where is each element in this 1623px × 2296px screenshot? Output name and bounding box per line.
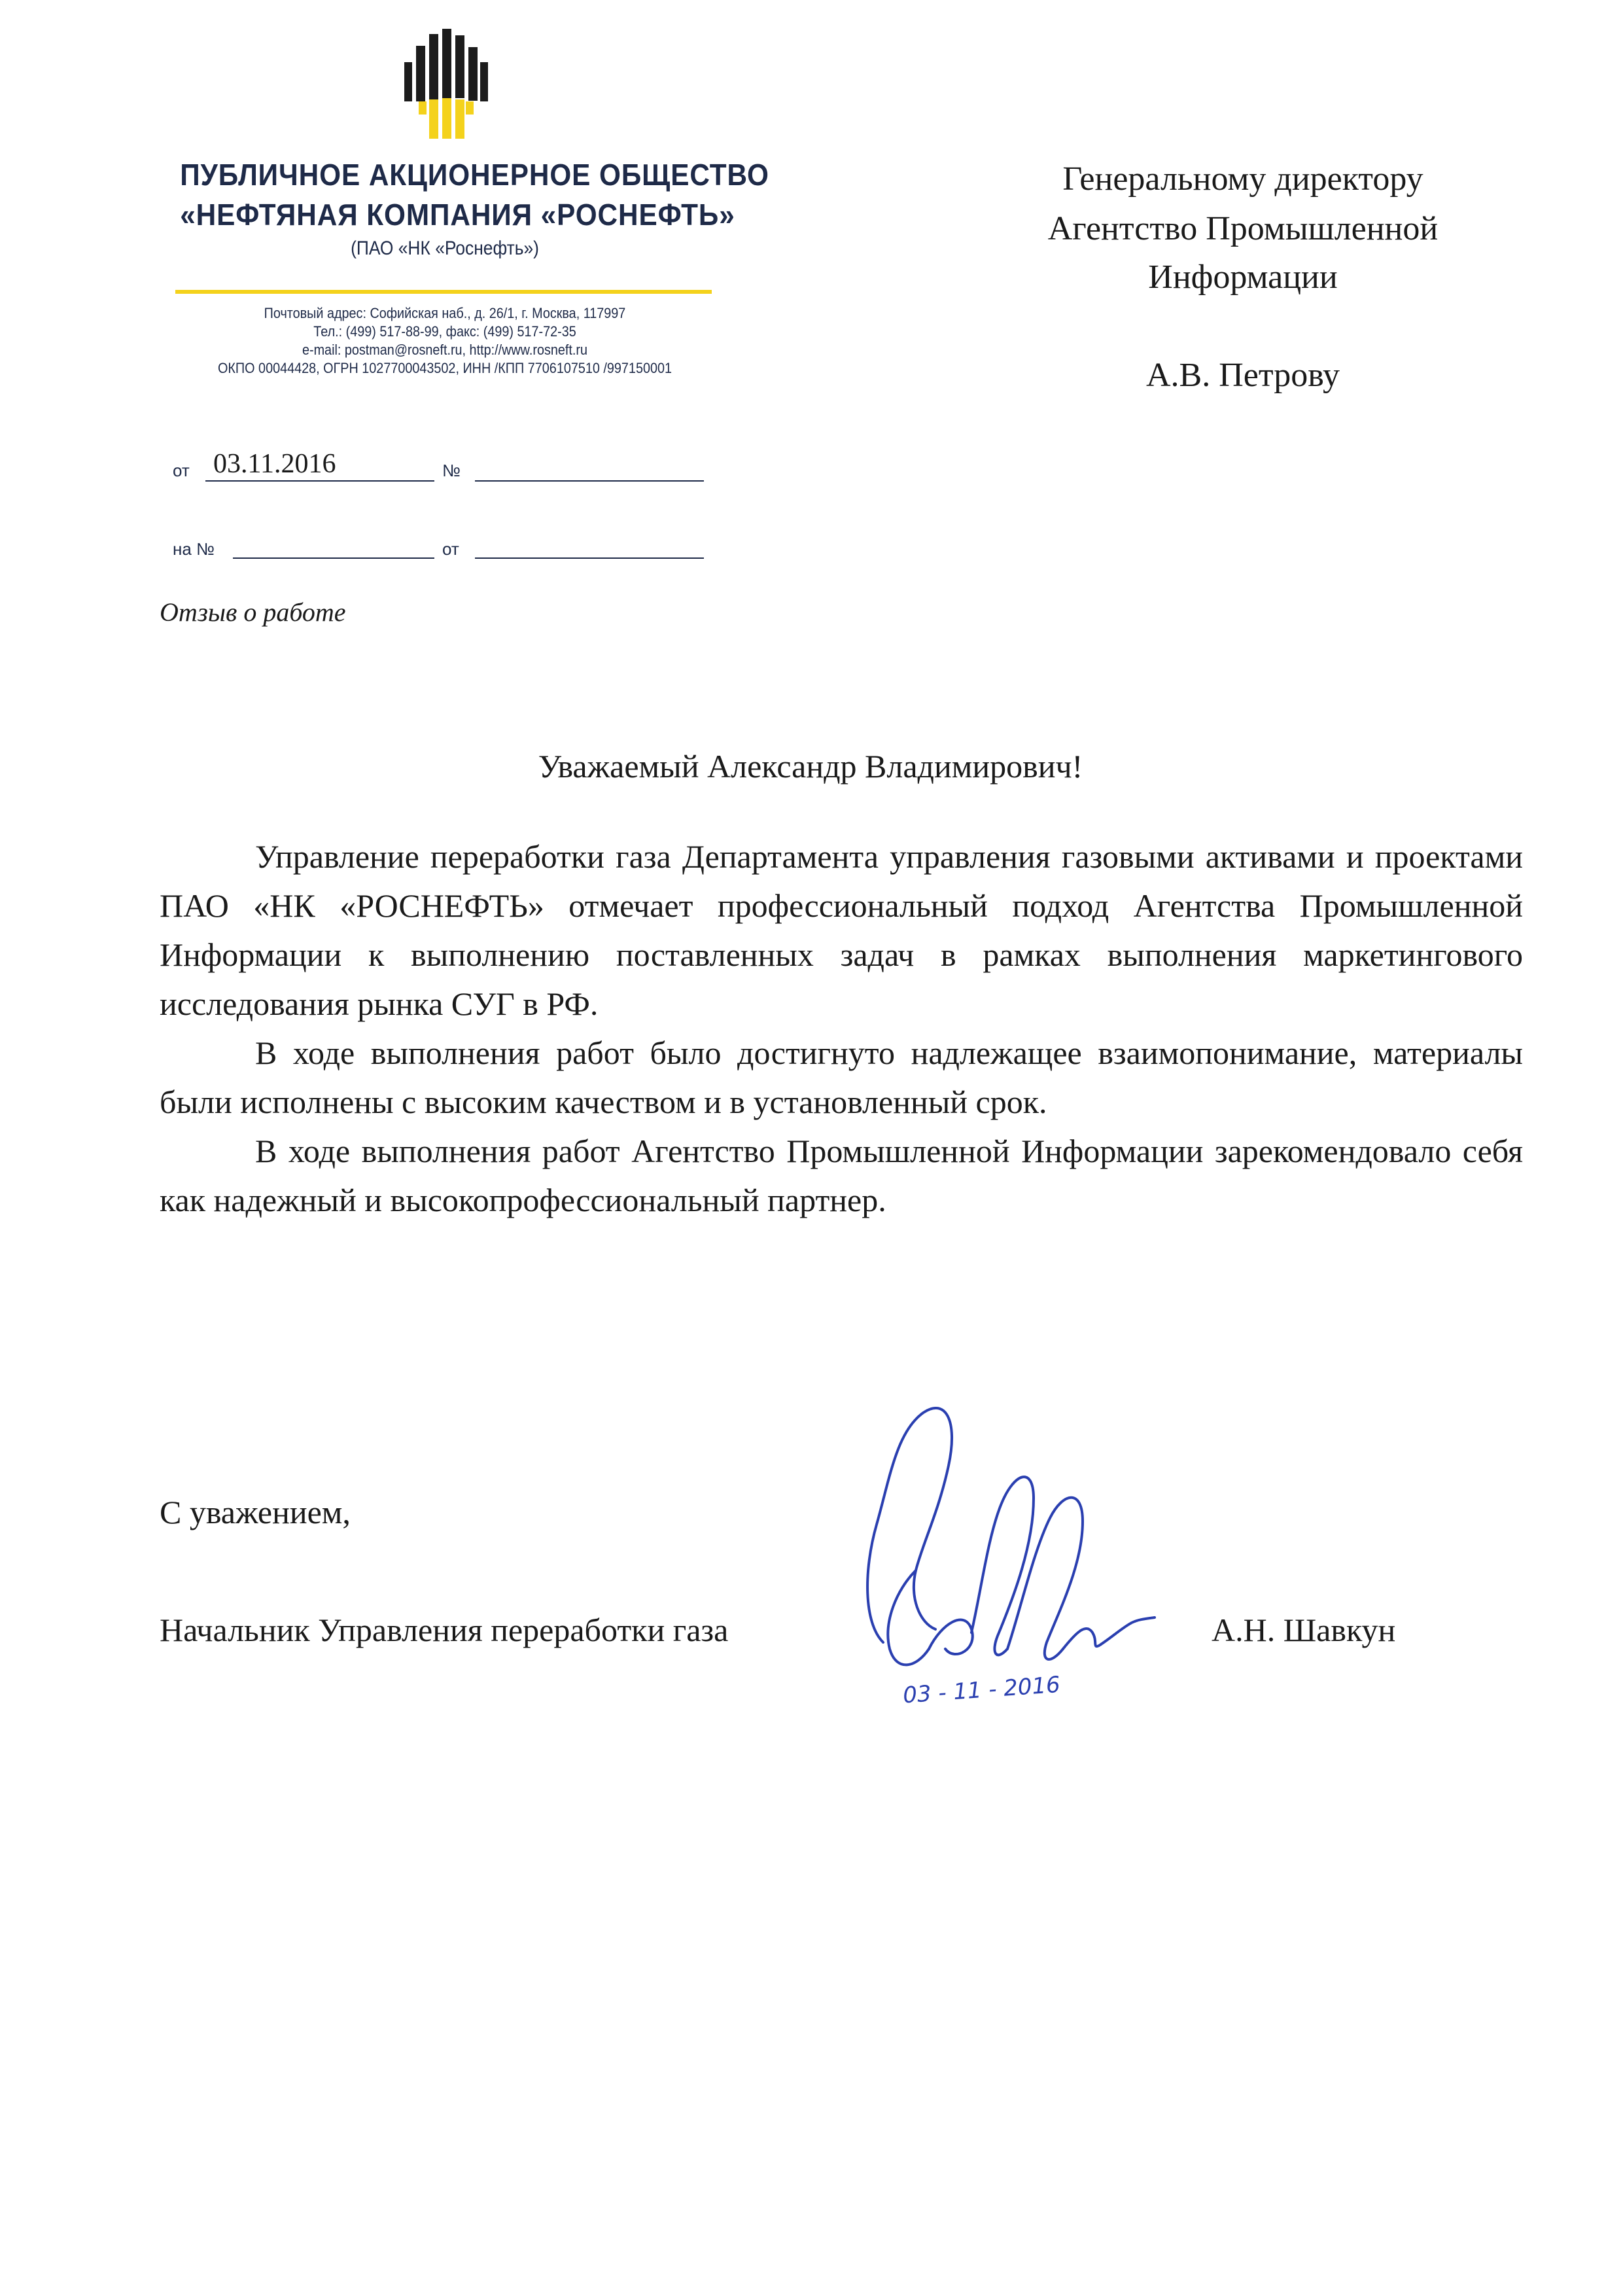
company-name-line2: «НЕФТЯНАЯ КОМПАНИЯ «РОСНЕФТЬ» xyxy=(180,198,735,232)
signer-name: А.Н. Шавкун xyxy=(1212,1612,1396,1648)
greeting: Уважаемый Александр Владимирович! xyxy=(538,748,1083,785)
phone-fax: Тел.: (499) 517-88-99, факс: (499) 517-72-35 xyxy=(313,323,576,340)
registry-codes: ОКПО 00044428, ОГРН 1027700043502, ИНН /КПП 7706107510 /997150001 xyxy=(217,360,672,376)
letter-body xyxy=(160,832,1523,1225)
ref-date-line xyxy=(475,557,704,559)
postal-address: Почтовый адрес: Софийская наб., д. 26/1, г. Москва, 117997 xyxy=(264,305,626,321)
body-paragraph-1: Управление переработки газа Департамента управления газовыми активами и проектами ПАО «НК «РОСНЕФТЬ» отмечает профессиональный подход Агентства Промышленной Информации к выполнению поставленных задач в рамках выполнения маркетингового исследования рынка СУГ в РФ. xyxy=(160,838,1523,1022)
company-name-line1: ПУБЛИЧНОЕ АКЦИОНЕРНОЕ ОБЩЕСТВО xyxy=(180,158,769,192)
addressee-title: Генеральному директору xyxy=(1062,160,1423,198)
company-short-name: (ПАО «НК «Роснефть») xyxy=(351,238,539,259)
letter-subject: Отзыв о работе xyxy=(160,597,346,627)
letterhead-divider xyxy=(175,290,712,294)
date-label: от xyxy=(173,461,190,480)
closing-phrase: С уважением, xyxy=(160,1494,351,1530)
ref-date-label: от xyxy=(442,539,459,559)
handwritten-signature xyxy=(824,1374,1191,1740)
ref-number-label: на № xyxy=(173,539,215,559)
number-label: № xyxy=(442,461,461,480)
email-website: e-mail: postman@rosneft.ru, http://www.rosneft.ru xyxy=(302,342,588,358)
addressee-org-line2: Информации xyxy=(1148,258,1338,296)
date-line xyxy=(205,480,434,482)
body-paragraph-2: В ходе выполнения работ было достигнуто надлежащее взаимопонимание, материалы были исполнены с высоким качеством и в установленный срок. xyxy=(160,1034,1523,1120)
rosneft-logo-icon xyxy=(393,26,497,141)
body-paragraph-3: В ходе выполнения работ Агентство Промышленной Информации зарекомендовало себя как надежный и высокопрофессиональный партнер. xyxy=(160,1133,1523,1218)
number-line xyxy=(475,480,704,482)
addressee-name: А.В. Петрову xyxy=(1145,357,1340,394)
signer-position: Начальник Управления переработки газа xyxy=(160,1612,729,1648)
date-value: 03.11.2016 xyxy=(213,449,336,479)
addressee-org-line1: Агентство Промышленной xyxy=(1047,210,1439,247)
ref-number-line xyxy=(233,557,434,559)
handwritten-date: 03 - 11 - 2016 xyxy=(901,1671,1062,1709)
